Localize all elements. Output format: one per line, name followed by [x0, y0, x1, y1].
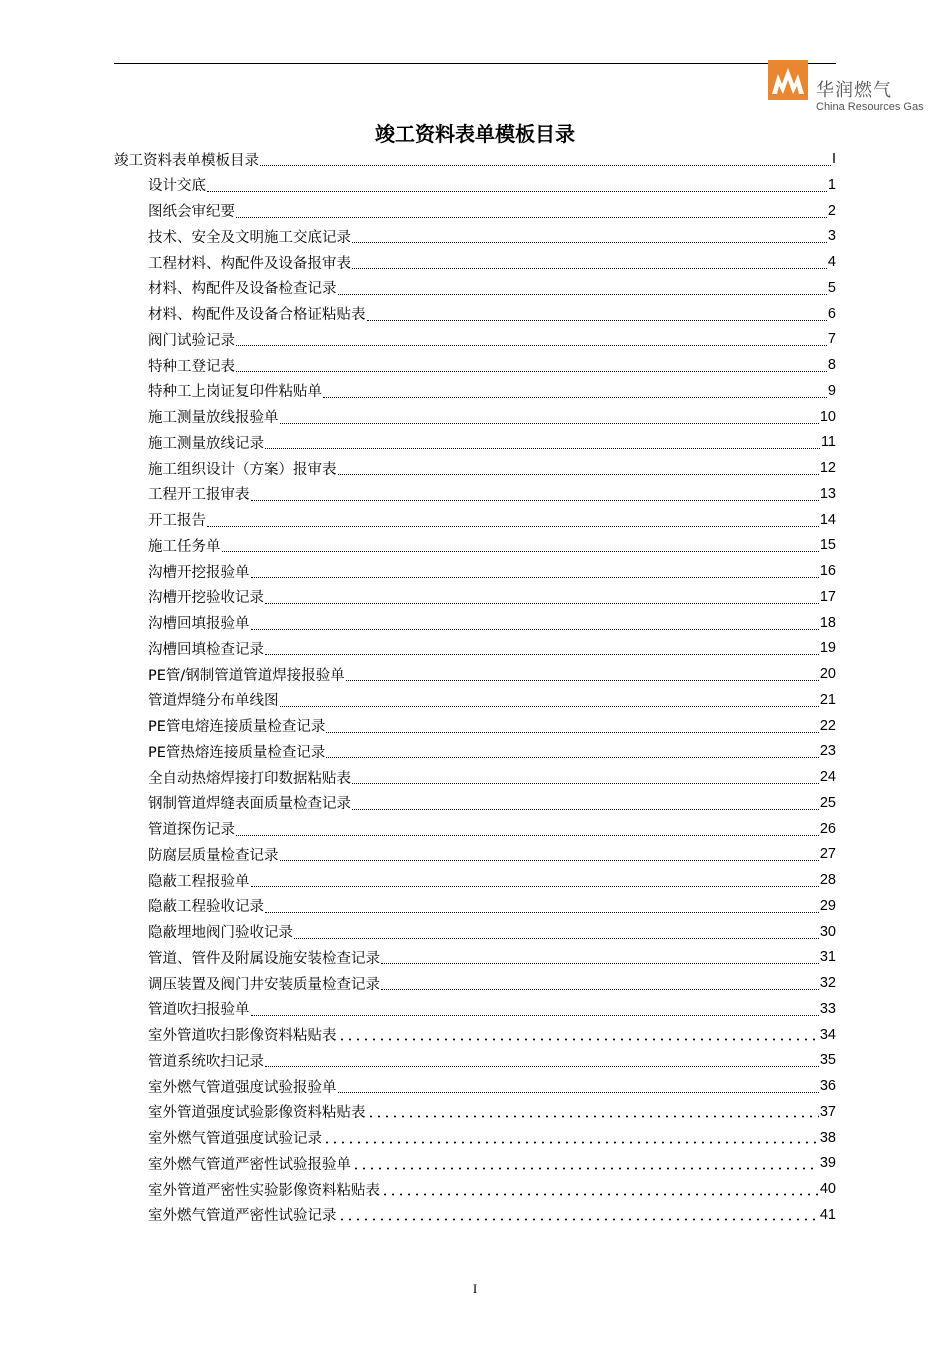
toc-dot-leader: [338, 1218, 819, 1221]
toc-entry-label: 工程材料、构配件及设备报审表: [148, 255, 351, 272]
toc-entry-label: 竣工资料表单模板目录: [114, 152, 259, 169]
toc-entry-page: 18: [819, 614, 836, 631]
toc-entry[interactable]: [148, 610, 836, 636]
toc-entry-page: 3: [827, 228, 836, 245]
toc-entry-label: 工程开工报审表: [148, 487, 250, 504]
toc-entry-page: 29: [819, 897, 836, 914]
toc-entry[interactable]: [148, 326, 836, 352]
toc-entry[interactable]: [148, 352, 836, 378]
toc-entry-page: 33: [819, 1000, 836, 1017]
toc-dot-leader: [294, 937, 819, 939]
toc-dot-leader: [338, 1038, 819, 1041]
toc-entry-page: 5: [827, 279, 836, 296]
toc-entry-page: 26: [819, 820, 836, 837]
toc-entry-page: 4: [827, 254, 836, 270]
toc-entry-label: 施工组织设计（方案）报审表: [148, 461, 337, 478]
toc-dot-leader: [251, 885, 819, 887]
toc-entry-page: 25: [819, 794, 836, 811]
toc-entry-label: 防腐层质量检查记录: [148, 847, 279, 864]
toc-entry-page: 1: [827, 176, 836, 193]
toc-dot-leader: [207, 190, 827, 192]
toc-dot-leader: [352, 267, 827, 269]
toc-entry-label: 调压装置及阀门井安装质量检查记录: [148, 976, 380, 993]
toc-entry[interactable]: [148, 275, 836, 301]
toc-entry-label: 开工报告: [148, 513, 206, 529]
toc-entry[interactable]: [148, 481, 836, 507]
toc-entry-page: 22: [819, 717, 836, 734]
toc-entry[interactable]: [148, 198, 836, 224]
toc-entry-label: 管道焊缝分布单线图: [148, 693, 279, 710]
toc-entry-label: 设计交底: [148, 178, 206, 195]
toc-dot-leader: [280, 859, 819, 861]
header-rule: [114, 63, 836, 64]
toc-entry-label: 室外管道强度试验影像资料粘贴表: [148, 1105, 366, 1122]
toc-dot-leader: [236, 834, 819, 836]
toc-dot-leader: [251, 1014, 819, 1016]
toc-entry[interactable]: [148, 1099, 836, 1125]
toc-dot-leader: [251, 499, 819, 501]
toc-entry[interactable]: [148, 1125, 836, 1151]
toc-entry-page: 23: [819, 743, 836, 760]
toc-entry-label: 隐蔽埋地阀门验收记录: [148, 925, 293, 941]
toc-entry[interactable]: [148, 893, 836, 919]
toc-dot-leader: [265, 602, 819, 604]
toc-entry-page: 19: [819, 640, 836, 657]
toc-entry[interactable]: [148, 249, 836, 275]
toc-dot-leader: [323, 1141, 819, 1144]
toc-dot-leader: [338, 473, 819, 475]
toc-entry-page: 38: [819, 1129, 836, 1146]
toc-dot-leader: [352, 782, 819, 784]
toc-entry[interactable]: [148, 1202, 836, 1228]
toc-dot-leader: [260, 164, 831, 166]
toc-entry-label: 特种工登记表: [148, 358, 235, 375]
toc-entry-page: 8: [827, 357, 836, 373]
toc-entry-page: 14: [819, 511, 836, 528]
toc-entry-label: 沟槽回填检查记录: [148, 641, 264, 658]
toc-dot-leader: [207, 525, 819, 527]
toc-entry-label: PE管/钢制管道管道焊接报验单: [148, 667, 345, 684]
toc-entry-page: 40: [819, 1181, 836, 1197]
toc-entry-page: 20: [819, 666, 836, 682]
toc-entry-label: 特种工上岗证复印件粘贴单: [148, 384, 322, 401]
toc-dot-leader: [326, 731, 818, 733]
toc-entry-label: 施工任务单: [148, 538, 221, 555]
toc-dot-leader: [251, 576, 819, 578]
toc-entry-page: 36: [819, 1078, 836, 1094]
toc-entry-page: 6: [827, 305, 836, 322]
toc-entry-page: 7: [827, 331, 836, 348]
toc-entry[interactable]: [148, 996, 836, 1022]
logo-chinese-name: 华润燃气: [816, 80, 892, 101]
toc-entry[interactable]: [148, 507, 836, 533]
toc-entry-label: 管道探伤记录: [148, 822, 235, 838]
toc-dot-leader: [352, 808, 819, 810]
toc-entry-label: 沟槽开挖报验单: [148, 564, 250, 581]
toc-entry-label: 阀门试验记录: [148, 332, 235, 349]
toc-entry-page: 35: [819, 1052, 836, 1069]
toc-entry-page: 11: [820, 434, 836, 451]
toc-dot-leader: [367, 319, 827, 321]
toc-entry-label: 管道、管件及附属设施安装检查记录: [148, 950, 380, 967]
toc-entry-page: 30: [819, 923, 836, 940]
toc-entry-page: 31: [819, 949, 836, 966]
toc-entry[interactable]: [148, 764, 836, 790]
toc-entry[interactable]: [148, 816, 836, 842]
toc-dot-leader: [381, 962, 819, 964]
toc-entry-page: 12: [819, 460, 836, 476]
toc-entry-page: 13: [819, 485, 836, 502]
toc-dot-leader: [251, 628, 819, 630]
toc-entry-page: 37: [819, 1103, 836, 1120]
toc-entry-label: 室外燃气管道强度试验报验单: [148, 1079, 337, 1096]
toc-entry[interactable]: [148, 919, 836, 945]
footer-page-number: I: [472, 1281, 478, 1296]
toc-entry-label: 室外管道吹扫影像资料粘贴表: [148, 1028, 337, 1044]
toc-entry[interactable]: [148, 223, 836, 249]
toc-dot-leader: [346, 679, 819, 681]
company-logo: [768, 60, 938, 116]
toc-entry[interactable]: [148, 378, 836, 404]
toc-dot-leader: [338, 293, 827, 295]
toc-dot-leader: [323, 396, 827, 398]
toc-entry-page: 2: [827, 202, 836, 219]
toc-dot-leader: [352, 1167, 819, 1170]
toc-entry-label: 隐蔽工程验收记录: [148, 899, 264, 916]
toc-entry-label: 技术、安全及文明施工交底记录: [148, 229, 351, 246]
toc-dot-leader: [265, 1065, 819, 1067]
toc-entry-page: 27: [819, 846, 836, 863]
toc-dot-leader: [280, 705, 819, 707]
toc-entry[interactable]: [148, 404, 836, 430]
toc-dot-leader: [381, 1193, 819, 1196]
toc-entry-page: 16: [819, 563, 836, 579]
toc-dot-leader: [236, 370, 827, 372]
toc-entry-label: 室外燃气管道严密性试验记录: [148, 1208, 337, 1225]
document-title: 竣工资料表单模板目录: [375, 122, 575, 146]
toc-entry[interactable]: [148, 584, 836, 610]
toc-entry-page: 21: [819, 691, 836, 708]
toc-dot-leader: [265, 911, 819, 913]
toc-entry[interactable]: [148, 841, 836, 867]
toc-entry[interactable]: [148, 713, 836, 739]
toc-entry[interactable]: [148, 532, 836, 558]
toc-entry[interactable]: [148, 867, 836, 893]
toc-entry-page: 17: [819, 588, 836, 605]
toc-entry-label: 隐蔽工程报验单: [148, 873, 250, 890]
toc-entry[interactable]: [148, 1150, 836, 1176]
toc-entry[interactable]: [148, 558, 836, 584]
toc-entry-label: 图纸会审纪要: [148, 204, 235, 220]
toc-entry-label: 室外燃气管道强度试验记录: [148, 1131, 322, 1147]
toc-dot-leader: [326, 756, 818, 758]
toc-dot-leader: [352, 241, 827, 243]
toc-entry[interactable]: [148, 1022, 836, 1048]
toc-entry-page: 41: [819, 1206, 836, 1223]
toc-entry[interactable]: [148, 944, 836, 970]
toc-dot-leader: [381, 988, 819, 990]
toc-entry[interactable]: [148, 1047, 836, 1073]
toc-dot-leader: [236, 216, 827, 218]
toc-entry-page: 24: [819, 769, 836, 785]
toc-entry-page: 15: [819, 537, 836, 554]
toc-entry-label: 施工测量放线报验单: [148, 410, 279, 426]
toc-entry-page: 10: [819, 408, 836, 425]
toc-entry[interactable]: [148, 301, 836, 327]
toc-entry[interactable]: [148, 455, 836, 481]
toc-entry-page: 32: [819, 975, 836, 991]
toc-entry[interactable]: [148, 635, 836, 661]
toc-dot-leader: [236, 344, 827, 346]
toc-entry-label: 室外燃气管道严密性试验报验单: [148, 1156, 351, 1173]
toc-entry[interactable]: [148, 970, 836, 996]
toc-entry-label: 施工测量放线记录: [148, 435, 264, 452]
toc-dot-leader: [367, 1115, 819, 1118]
toc-dot-leader: [222, 550, 819, 552]
toc-entry-label: 钢制管道焊缝表面质量检查记录: [148, 796, 351, 813]
toc-entry[interactable]: [148, 429, 836, 455]
toc-entry-page: 39: [819, 1155, 836, 1172]
toc-dot-leader: [265, 653, 819, 655]
toc-entry-label: 管道吹扫报验单: [148, 1002, 250, 1019]
toc-entry-label: 沟槽开挖验收记录: [148, 590, 264, 607]
toc-entry[interactable]: [148, 661, 836, 687]
toc-entry[interactable]: [148, 687, 836, 713]
toc-entry-label: 材料、构配件及设备检查记录: [148, 281, 337, 298]
toc-entry-label: PE管电熔连接质量检查记录: [148, 719, 326, 735]
toc-entry-label: 室外管道严密性实验影像资料粘贴表: [148, 1182, 380, 1199]
toc-entry-page: 34: [819, 1026, 836, 1043]
logo-mark-icon: [768, 60, 808, 100]
toc-entry-label: PE管热熔连接质量检查记录: [148, 744, 326, 761]
toc-entry[interactable]: [148, 790, 836, 816]
toc-entry-label: 管道系统吹扫记录: [148, 1053, 264, 1070]
toc-entry[interactable]: [148, 738, 836, 764]
toc-entry[interactable]: [148, 1073, 836, 1099]
toc-entry-page: 9: [827, 382, 836, 399]
toc-dot-leader: [280, 422, 819, 424]
toc-entry-label: 沟槽回填报验单: [148, 616, 250, 632]
toc-entry-label: 材料、构配件及设备合格证粘贴表: [148, 307, 366, 323]
toc-dot-leader: [265, 447, 820, 449]
toc-entry[interactable]: [114, 146, 836, 172]
toc-entry-page: 28: [819, 872, 836, 888]
toc-entry-label: 全自动热熔焊接打印数据粘贴表: [148, 770, 351, 787]
toc-entry[interactable]: [148, 172, 836, 198]
logo-english-name: China Resources Gas: [816, 101, 924, 113]
toc-dot-leader: [338, 1091, 819, 1093]
toc-entry[interactable]: [148, 1176, 836, 1202]
toc-entry-page: I: [831, 151, 836, 167]
